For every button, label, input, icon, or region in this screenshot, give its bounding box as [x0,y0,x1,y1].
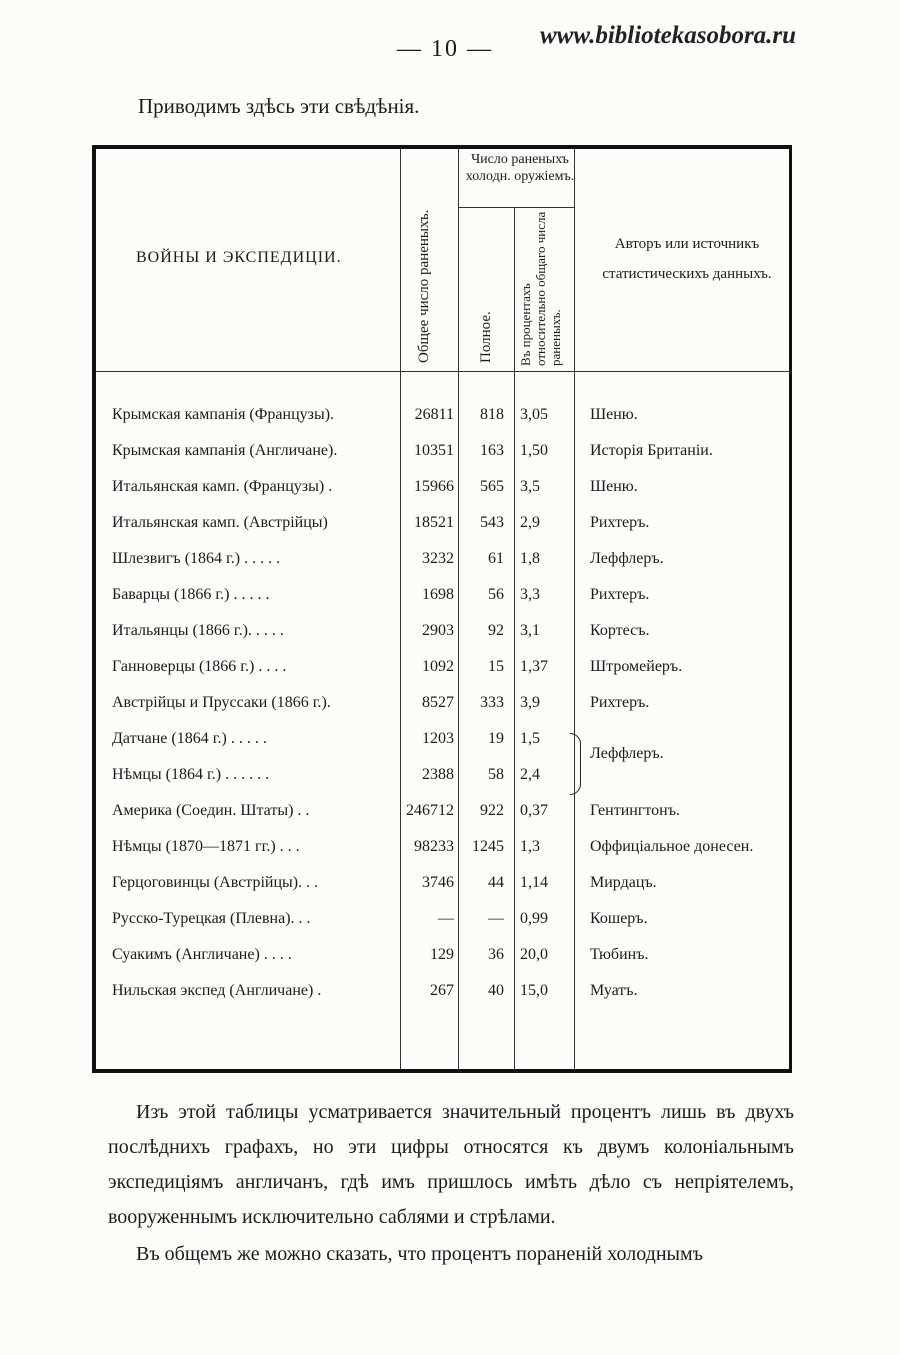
cell-war: Герцоговинцы (Австрійцы). . . [112,874,319,891]
cell-total: 129 [430,946,454,963]
table-row [96,586,796,620]
cell-author: Гентингтонъ. [590,802,680,819]
cell-author: Рихтеръ. [590,514,650,531]
cell-full: — [488,910,504,927]
table-row [96,406,796,440]
cell-total: 2903 [422,622,454,639]
cell-author: Тюбинъ. [590,946,649,963]
cell-percent: 3,9 [520,694,540,711]
cell-total: 1698 [422,586,454,603]
cell-full: 1245 [472,838,504,855]
table-row [96,946,796,980]
table-row [96,442,796,476]
table-row [96,982,796,1016]
cell-author: Оффиціальное донесен. [590,838,754,855]
cell-author: Рихтеръ. [590,694,650,711]
cell-percent: 1,8 [520,550,540,567]
cell-percent: 2,9 [520,514,540,531]
table-row [96,550,796,584]
cell-total: 8527 [422,694,454,711]
table-row [96,478,796,512]
cell-full: 543 [480,514,504,531]
cell-percent: 2,4 [520,766,540,783]
cell-war: Итальянская камп. (Французы) . [112,478,333,495]
cell-author: Шеню. [590,478,638,495]
cell-war: Русско-Турецкая (Плевна). . . [112,910,311,927]
header-wars: ВОЙНЫ И ЭКСПЕДИЦІИ. [136,249,342,266]
cell-percent: 1,14 [520,874,548,891]
cell-total: 246712 [406,802,454,819]
cell-author: Леффлеръ. [590,550,664,567]
cell-war: Ганноверцы (1866 г.) . . . . [112,658,287,675]
cell-percent: 1,3 [520,838,540,855]
header-full: Полное. [478,311,494,363]
intro-text: Приводимъ здѣсь эти свѣдѣнія. [138,94,420,118]
cell-percent: 1,37 [520,658,548,675]
brace-author: Леффлеръ. [590,745,664,762]
cell-percent: 3,1 [520,622,540,639]
cell-war: Америка (Соедин. Штаты) . . [112,802,310,819]
cell-full: 61 [488,550,504,567]
cell-war: Нѣмцы (1870—1871 гг.) . . . [112,838,300,855]
header-percent: Въ процентахъ относительно общаго числа раненыхъ. [518,211,563,366]
cell-full: 40 [488,982,504,999]
cell-war: Итальянцы (1866 г.). . . . . [112,622,284,639]
cell-full: 565 [480,478,504,495]
paragraph-1: Изъ этой таблицы усматривается значительный процентъ лишь въ двухъ послѣднихъ графахъ, но эти цифры относятся къ двумъ колоніальнымъ экспедиціямъ англичанъ, гдѣ имъ пришлось имѣть дѣло съ непріятелемъ, вооруженнымъ исключительно саблями и стрѣлами. [108,1101,794,1228]
cell-percent: 3,5 [520,478,540,495]
cell-war: Крымская кампанія (Французы). [112,406,335,423]
cell-author: Кортесъ. [590,622,650,639]
cell-author: Шеню. [590,406,638,423]
cell-full: 44 [488,874,504,891]
cell-total: 1092 [422,658,454,675]
cell-full: 922 [480,802,504,819]
cell-percent: 0,37 [520,802,548,819]
cell-total: 267 [430,982,454,999]
cell-war: Датчане (1864 г.) . . . . . [112,730,267,747]
cell-percent: 0,99 [520,910,548,927]
cell-percent: 1,5 [520,730,540,747]
cell-total: 1203 [422,730,454,747]
table-row [96,658,796,692]
cell-total: 98233 [414,838,454,855]
cell-war: Нильская экспед (Англичане) . [112,982,322,999]
cell-author: Исторія Британіи. [590,442,713,459]
cell-war: Шлезвигъ (1864 г.) . . . . . [112,550,281,567]
cell-war: Австрійцы и Пруссаки (1866 г.). [112,694,331,711]
table-row [96,622,796,656]
watermark: www.bibliotekasobora.ru [540,22,797,49]
cell-percent: 3,05 [520,406,548,423]
cell-total: 2388 [422,766,454,783]
cell-total: 26811 [414,406,454,423]
table-row [96,802,796,836]
header-total: Общее число раненыхъ. [416,209,432,363]
cell-war: Нѣмцы (1864 г.) . . . . . . [112,766,270,783]
cell-percent: 1,50 [520,442,548,459]
table-row [96,514,796,548]
cell-full: 333 [480,694,504,711]
page-number: — 10 — [397,36,493,62]
cell-author: Кошеръ. [590,910,648,927]
cell-full: 58 [488,766,504,783]
cell-percent: 20,0 [520,946,548,963]
paragraph-2: Въ общемъ же можно сказать, что процентъ пораненій холоднымъ [136,1243,703,1265]
table-row [96,910,796,944]
cell-full: 56 [488,586,504,603]
cell-war: Суакимъ (Англичане) . . . . [112,946,292,963]
header-author: Авторъ или источникъ статистическихъ данныхъ. [602,236,772,282]
cell-percent: 15,0 [520,982,548,999]
cell-author: Штромейеръ. [590,658,683,675]
statistics-table [92,145,792,1073]
cell-war: Крымская кампанія (Англичане). [112,442,338,459]
cell-full: 818 [480,406,504,423]
cell-full: 15 [488,658,504,675]
header-group: Число раненыхъ холодн. оружіемъ. [465,152,575,184]
table-row [96,874,796,908]
cell-total: 3232 [422,550,454,567]
cell-total: 3746 [422,874,454,891]
cell-full: 92 [488,622,504,639]
cell-total: — [438,910,454,927]
cell-author: Рихтеръ. [590,586,650,603]
table-row [96,838,796,872]
cell-total: 10351 [414,442,454,459]
cell-author: Мирдацъ. [590,874,657,891]
cell-full: 163 [480,442,504,459]
cell-war: Баварцы (1866 г.) . . . . . [112,586,270,603]
cell-full: 19 [488,730,504,747]
table-row [96,694,796,728]
brace-author-row [96,745,796,779]
cell-war: Итальянская камп. (Австрійцы) [112,514,328,531]
cell-total: 18521 [414,514,454,531]
cell-author: Муатъ. [590,982,638,999]
cell-total: 15966 [414,478,454,495]
cell-percent: 3,3 [520,586,540,603]
cell-full: 36 [488,946,504,963]
